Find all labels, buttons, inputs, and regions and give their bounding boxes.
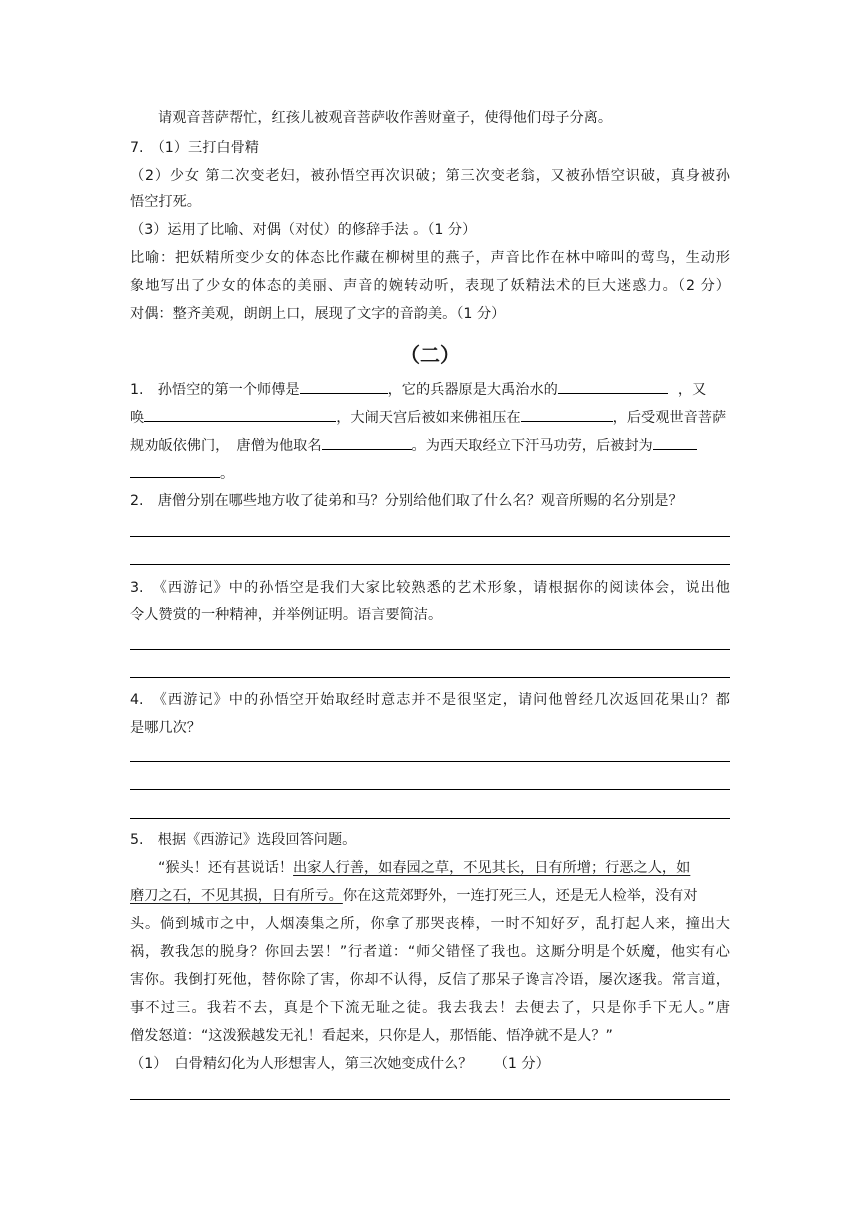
fill-blank[interactable] (300, 378, 388, 394)
underlined-text: 出家人行善，如春园之草，不见其长，日有所增；行恶之人，如 (293, 860, 691, 876)
answer-line[interactable] (130, 649, 730, 650)
section-title: （二） (400, 343, 460, 367)
question-3: 3. 《西游记》中的孙悟空是我们大家比较熟悉的艺术形象，请根据你的阅读体会，说出他 (130, 580, 730, 596)
fill-blank[interactable] (144, 406, 336, 422)
passage-text: 你在这荒郊野外，一连打死三人，还是无人检举，没有对 (342, 888, 698, 904)
question-5-1: （1） 白骨精幻化为人形想害人，第三次她变成什么？ （1 分） (130, 1056, 550, 1072)
answer-line[interactable] (130, 564, 730, 565)
passage-line: 祸，教我怎的脱身？你回去罢！”行者道：“师父错怪了我也。这厮分明是个妖魔，他实有心 (130, 944, 730, 960)
question-4-cont: 是哪几次？ (130, 720, 201, 736)
answer-7-2: （2）少女 第二次变老妇，被孙悟空再次识破；第三次变老翁，又被孙悟空识破，真身被孙 (130, 168, 730, 184)
q1-text: 唤 (130, 410, 145, 426)
fill-blank[interactable] (521, 406, 613, 422)
passage-line (130, 886, 698, 906)
question-1-line3 (130, 434, 697, 456)
fill-blank[interactable] (322, 434, 412, 450)
question-4: 4. 《西游记》中的孙悟空开始取经时意志并不是很坚定，请问他曾经几次返回花果山？都 (130, 692, 730, 708)
answer-line[interactable] (130, 818, 730, 819)
fill-blank[interactable] (653, 434, 697, 450)
passage-text: “猴头！还有甚说话！ (158, 860, 294, 876)
metaphor-line-cont: 象地写出了少女的体态的美丽、声音的婉转动听，表现了妖精法术的巨大迷惑力。（2 分） (130, 278, 730, 294)
answer-line[interactable] (130, 536, 730, 537)
underlined-text: 磨刀之石，不见其损，日有所亏。 (130, 888, 343, 904)
q1-text: 1. 孙悟空的第一个师傅是 (130, 382, 300, 398)
answer-line[interactable] (130, 761, 730, 762)
question-3-cont: 令人赞赏的一种精神，并举例证明。语言要简洁。 (130, 607, 443, 623)
q1-text: ，又 (677, 382, 707, 398)
question-1-line4 (130, 462, 234, 484)
answer-7-2-cont: 悟空打死。 (130, 194, 201, 210)
passage-line: 害你。我倒打死他，替你除了害，你却不认得，反信了那呆子谗言冷语，屡次逐我。常言道， (130, 972, 730, 988)
metaphor-line: 比喻：把妖精所变少女的体态比作藏在柳树里的燕子，声音比作在林中啼叫的莺鸟，生动形 (130, 250, 730, 266)
q1-text: 。 (220, 466, 235, 482)
fill-blank[interactable] (130, 462, 220, 478)
passage-line: 头。倘到城市之中，人烟凑集之所，你拿了那哭丧棒，一时不知好歹，乱打起人来，撞出大 (130, 916, 730, 932)
q1-text: 规劝皈依佛门， 唐僧为他取名 (130, 438, 322, 454)
antithesis-line: 对偶：整齐美观，朗朗上口，展现了文字的音韵美。（1 分） (130, 306, 506, 322)
passage-line: 事不过三。我若不去，真是个下流无耻之徒。我去我去！去便去了，只是你手下无人。”唐 (130, 1000, 730, 1016)
fill-blank[interactable] (558, 378, 668, 394)
passage-line: 僧发怒道：“这泼猴越发无礼！看起来，只你是人，那悟能、悟净就不是人？” (130, 1028, 613, 1044)
answer-line[interactable] (130, 1099, 730, 1100)
answer-line[interactable] (130, 789, 730, 790)
q1-text: ，它的兵器原是大禹治水的 (387, 382, 558, 398)
q1-text: ，后受观世音菩萨 (612, 410, 727, 426)
answer-line[interactable] (130, 677, 730, 678)
q1-text: 。为西天取经立下汗马功劳，后被封为 (411, 438, 653, 454)
question-2: 2. 唐僧分别在哪些地方收了徒弟和马？分别给他们取了什么名？观音所赐的名分别是？ (130, 493, 683, 509)
question-1-line1 (130, 378, 706, 400)
answer-7-1: 7. （1）三打白骨精 (130, 140, 259, 156)
text-line: 请观音菩萨帮忙，红孩儿被观音菩萨收作善财童子，使得他们母子分离。 (158, 110, 613, 126)
passage-line (158, 858, 690, 878)
question-1-line2 (130, 406, 726, 428)
answer-7-3: （3）运用了比喻、对偶（对仗）的修辞手法 。（1 分） (130, 222, 477, 238)
question-5: 5. 根据《西游记》选段回答问题。 (130, 832, 357, 848)
q1-text: ，大闹天宫后被如来佛祖压在 (336, 410, 521, 426)
